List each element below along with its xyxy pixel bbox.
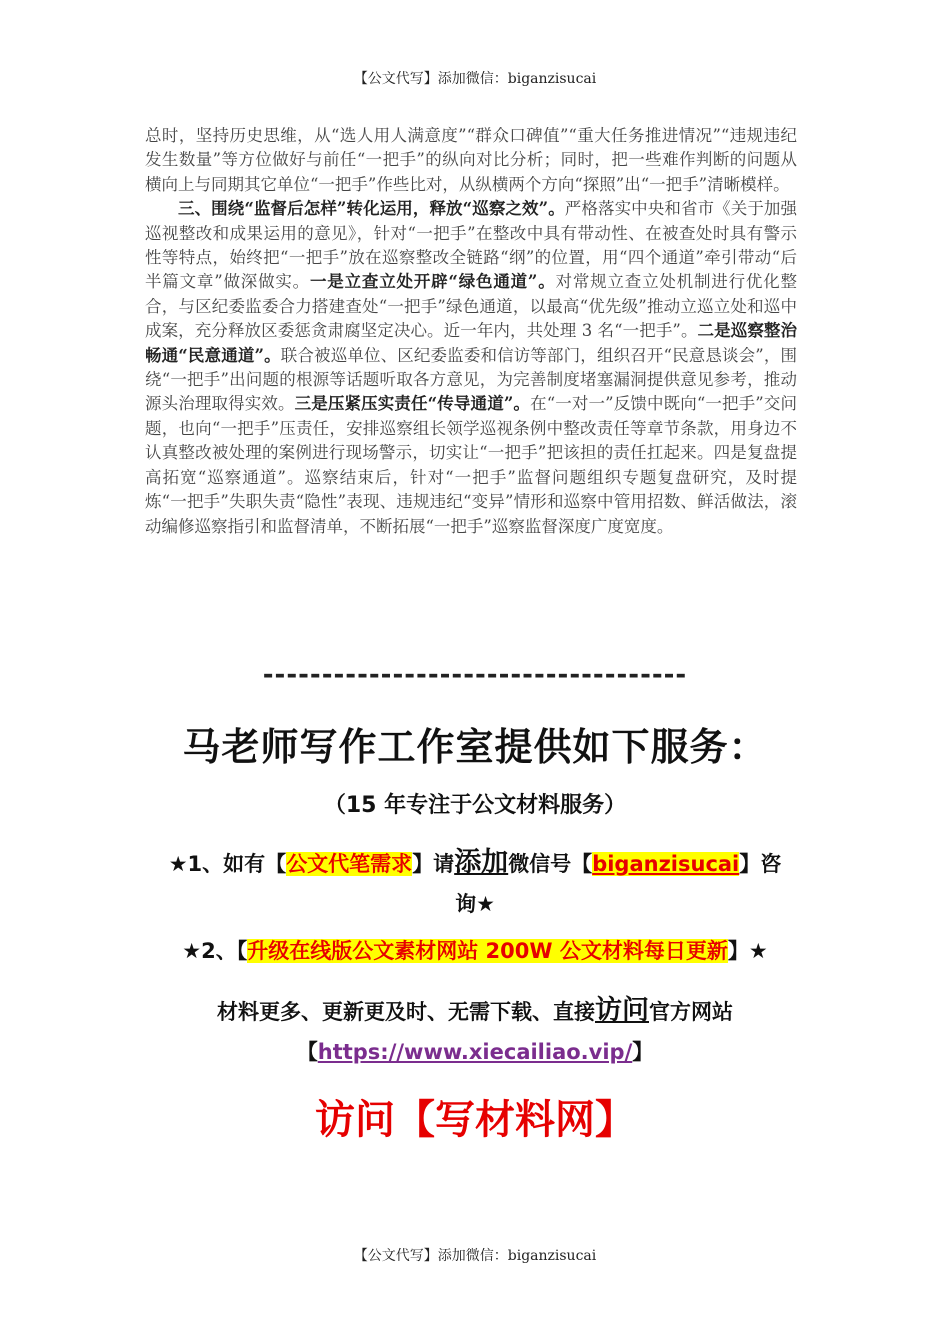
website-link[interactable]: https://www.xiecailiao.vip/ — [317, 1040, 633, 1064]
promo-item-2-prefix: ★2、【 — [182, 939, 248, 963]
article-body — [145, 124, 797, 539]
promo-item-1-mid: 】请 — [412, 852, 455, 876]
add-emphasis: 添加 — [454, 847, 509, 878]
promo-line-3-prefix: 材料更多、更新更及时、无需下载、直接 — [217, 1000, 595, 1024]
point-3-heading: 三是压紧压实责任“传导通道”。 — [294, 394, 531, 414]
promo-item-1-end: 】咨 — [739, 852, 782, 876]
paragraph-2 — [145, 197, 797, 539]
point-1-text: 对常规立查立处机制进行优化整合，与区纪委监委合力搭建查处“一把手”绿色通道，以最高“优先级”推动立巡立处和巡中成案，充分释放区委惩贪肃腐坚定决心。近一年内，共处理 3 名“一把手”。 — [145, 272, 798, 341]
url-close-bracket: 】 — [632, 1040, 654, 1064]
visit-website-heading[interactable]: 访问【写材料网】 — [315, 1097, 635, 1143]
paragraph-1: 总时，坚持历史思维，从“选人用人满意度”“群众口碑值”“重大任务推进情况”“违规违纪发生数量”等方位做好与前任“一把手”的纵向对比分析；同时，把一些难作判断的问题从横向上与同期其它单位“一把手”作些比对，从纵横两个方向“探照”出“一把手”清晰模样。 — [145, 126, 797, 194]
page-footer: 【公文代写】添加微信：biganzisucai — [353, 1248, 597, 1264]
url-line — [0, 1036, 950, 1066]
promo-title: 马老师写作工作室提供如下服务： — [182, 725, 768, 769]
point-1-heading: 一是立查立处开辟“绿色通道”。 — [309, 272, 556, 292]
visit-emphasis: 访问 — [595, 995, 649, 1026]
highlight-website-upgrade: 升级在线版公文素材网站 200W 公文材料每日更新 — [247, 939, 728, 963]
point-3-text: 在“一对一”反馈中既向“一把手”交问题，也向“一把手”压责任，安排巡察组长领学巡视条例中整改责任等章节条款，用身边不认真整改被处理的案例进行现场警示，切实让“一把手”把该担的责任扛起来。四是复盘提高拓宽“巡察通道”。巡察结束后，针对“一把手”监督问题组织专题复盘研究，及时提炼“一把手”失职失责“隐性”表现、违规违纪“变异”情形和巡察中管用招数、鲜活做法，滚动编修巡察指引和监督清单，不断拓展“一把手”巡察监督深度广度宽度。 — [145, 394, 798, 536]
promo-item-1-continued: 询★ — [455, 892, 495, 916]
page-header: 【公文代写】添加微信：biganzisucai — [353, 71, 597, 87]
point-2-heading: 二是巡察整治畅通“民意通道”。 — [145, 321, 798, 365]
promo-item-1-prefix: ★1、如有【 — [168, 852, 287, 876]
promo-item-1-mid2: 微信号【 — [508, 852, 593, 876]
wechat-id[interactable]: biganzisucai — [592, 852, 740, 876]
promo-subtitle: （15 年专注于公文材料服务） — [323, 793, 627, 818]
point-2-text: 联合被巡单位、区纪委监委和信访等部门，组织召开“民意恳谈会”，围绕“一把手”出问题的根源等话题听取各方意见，为完善制度堵塞漏洞提供意见参考，推动源头治理取得实效。 — [145, 345, 798, 414]
section-heading-3: 三、围绕“监督后怎样”转化运用，释放“巡察之效”。 — [178, 199, 565, 219]
highlight-ghostwriting: 公文代笔需求 — [286, 852, 413, 876]
url-open-bracket: 【 — [296, 1040, 318, 1064]
promo-line-3-end: 官方网站 — [649, 1000, 733, 1024]
promo-item-2 — [0, 935, 950, 965]
promo-line-3 — [0, 988, 950, 1027]
section-divider: ------------------------------------ — [262, 660, 688, 690]
paragraph-2-text: 严格落实中央和省市《关于加强巡视整改和成果运用的意见》，针对“一把手”在整改中具有带动性、在被查处时具有警示性等特点，始终把“一把手”放在巡察整改全链路“纲”的位置，用“四个通道”牵引带动“后半篇文章”做深做实。 — [145, 199, 798, 292]
promo-item-2-end: 】★ — [727, 939, 768, 963]
promo-item-1 — [0, 840, 950, 879]
